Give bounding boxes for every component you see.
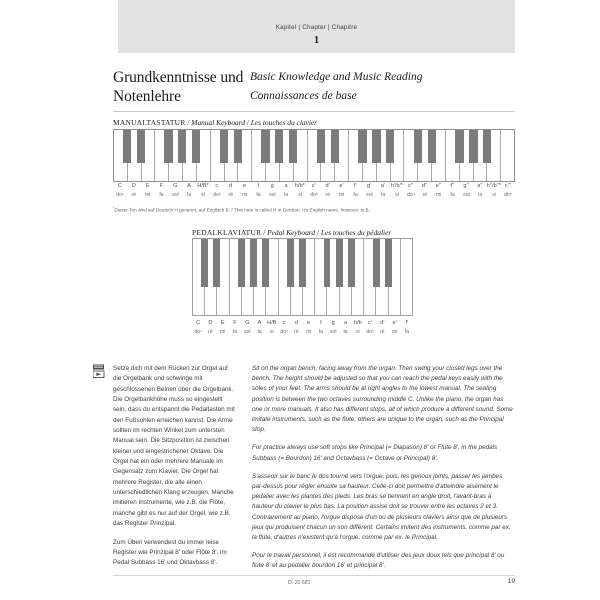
- white-key: [142, 130, 156, 181]
- note-label: D: [131, 183, 136, 189]
- white-key: [238, 130, 252, 181]
- manual-caption-french: Les touches du clavier: [250, 118, 318, 127]
- note-label: do¹: [194, 329, 202, 335]
- note-label: la: [478, 192, 483, 198]
- note-label: c''': [504, 183, 511, 189]
- note-label: c': [311, 183, 316, 189]
- white-key: [197, 130, 211, 181]
- note-label: g: [270, 183, 274, 189]
- white-key: [252, 130, 266, 181]
- note-label: e: [242, 183, 247, 189]
- note-label: do³: [310, 192, 318, 198]
- note-label: si: [269, 329, 274, 335]
- note-label: fa: [404, 329, 410, 335]
- white-key: [327, 239, 339, 315]
- note-label: la: [257, 329, 262, 335]
- note-label: d'': [421, 183, 428, 189]
- note-label: mi: [436, 192, 442, 198]
- note-label: la: [284, 192, 289, 198]
- note-label: f'': [450, 183, 455, 189]
- french-paragraph-1: S'asseoir sur le banc le dos tourné vers l'orgue, puis, les genoux joints, passer les jambes par-dessus pour régler ensuite sa hauteur. Celle-ci doit permettre d'atteindre aisément le pédalier avec les plantes des pieds. Les bras se tiennent en angle droit, l'avant-bras à hauteur du clavier le plus bas. La position assise doit se trouver entre les octaves 2 et 3. Contrairement au piano, l'orgue dispose d'un ou de plusieurs claviers ainsi que de plusieurs jeux qui produisent chacun un son différent. Certains imitent des instruments, comme par ex. la flûte, d'autres n'existent qu'à l'orgue, comme par ex. le Principal.: [252, 472, 511, 542]
- page-title-german: Grundkenntnisse und Notenlehre: [113, 69, 244, 105]
- note-label: ré: [228, 192, 234, 198]
- note-label: c'': [408, 183, 414, 189]
- note-label: d: [229, 183, 233, 189]
- german-paragraph-2: Zum Üben verwendest du immer leise Register wie Prinzipal 8' oder Flöte 8', im Pedal Subbass 16' und Oktavbass 8'.: [113, 538, 227, 567]
- note-label: F: [159, 183, 164, 189]
- note-label: a'': [477, 183, 483, 189]
- manual-keyboard-caption: [113, 118, 317, 127]
- note-label: e: [307, 320, 311, 326]
- note-label: d: [294, 320, 298, 326]
- page-title-french: Connaissances de base: [250, 90, 357, 102]
- white-key: [377, 130, 391, 181]
- note-label: H/B*: [197, 183, 209, 189]
- note-label: sol: [269, 192, 276, 198]
- manual-keyboard-footnote: [113, 206, 370, 213]
- note-label: c': [368, 320, 373, 326]
- footnote-marker: *: [113, 206, 115, 210]
- white-key: [266, 239, 278, 315]
- note-label: do³: [366, 329, 374, 335]
- note-label: sol: [463, 192, 470, 198]
- note-label: la: [187, 192, 192, 198]
- footer-divider: [113, 575, 515, 576]
- white-key: [376, 239, 388, 315]
- white-key: [128, 130, 142, 181]
- note-label: H/B: [267, 320, 277, 326]
- note-label: mi: [144, 192, 151, 198]
- manual-caption-english: Manual Keyboard: [191, 118, 246, 127]
- note-label: C: [196, 320, 201, 326]
- white-key: [280, 130, 294, 181]
- note-label: a: [343, 320, 348, 326]
- white-key: [389, 239, 401, 315]
- white-key: [303, 239, 315, 315]
- white-key: [487, 130, 501, 181]
- manual-key-letter-labels: [113, 183, 515, 189]
- pedal-keyboard-caption: [192, 228, 391, 237]
- caption-sep-4: /: [315, 228, 321, 237]
- page-title-english: Basic Knowledge and Music Reading: [250, 71, 423, 83]
- note-label: ré: [131, 192, 137, 198]
- title-divider: [113, 111, 515, 112]
- note-label: g: [331, 320, 335, 326]
- white-key: [279, 239, 291, 315]
- note-label: fa: [256, 192, 261, 198]
- note-label: si: [492, 192, 496, 198]
- chapter-band: [118, 0, 515, 53]
- white-key: [404, 130, 418, 181]
- white-key: [432, 130, 446, 181]
- note-label: do²: [280, 329, 288, 335]
- note-label: mi: [391, 329, 398, 335]
- note-label: E: [220, 320, 225, 326]
- note-label: fa: [450, 192, 455, 198]
- note-label: mi: [220, 329, 226, 335]
- note-label: do⁵: [504, 192, 512, 198]
- caption-sep-1: /: [185, 118, 192, 127]
- white-key: [446, 130, 460, 181]
- white-key: [230, 239, 242, 315]
- white-key: [294, 130, 308, 181]
- white-key: [169, 130, 183, 181]
- note-label: h/b*: [294, 183, 305, 189]
- note-label: a': [380, 183, 386, 189]
- white-key: [391, 130, 405, 181]
- note-label: mi: [338, 192, 345, 198]
- manual-caption-german: MANUALTASTATUR: [113, 118, 186, 127]
- note-label: g'': [463, 183, 469, 189]
- note-label: ré: [422, 192, 428, 198]
- white-key: [363, 130, 377, 181]
- note-label: e'': [435, 183, 441, 189]
- note-label: e': [392, 320, 397, 326]
- body-text-german: [113, 364, 237, 577]
- caption-sep-2: /: [245, 118, 251, 127]
- pedal-keyboard-diagram: [192, 238, 413, 316]
- white-key: [352, 239, 364, 315]
- white-key: [291, 239, 303, 315]
- note-label: C: [117, 183, 122, 189]
- white-key: [183, 130, 197, 181]
- note-label: G: [173, 183, 178, 189]
- note-label: mi: [241, 192, 248, 198]
- footnote-text: Dieser Ton wird auf Deutsch H genannt, auf Englisch B. / This note is called H in German. It's English name, however, is B.: [114, 207, 370, 213]
- note-label: G: [245, 320, 250, 326]
- note-label: ré: [208, 329, 213, 335]
- note-label: fa: [159, 192, 164, 198]
- note-label: g': [367, 183, 372, 189]
- note-label: D: [208, 320, 213, 326]
- note-label: fa: [318, 329, 324, 335]
- note-label: do¹: [116, 192, 124, 198]
- plate-number: D. 20 681: [288, 580, 311, 586]
- note-label: f': [353, 183, 357, 189]
- white-key: [114, 130, 128, 181]
- white-key: [418, 130, 432, 181]
- note-label: f': [405, 320, 409, 326]
- caption-sep-3: /: [261, 228, 268, 237]
- pedal-key-letter-labels: [192, 320, 413, 326]
- note-label: la: [381, 192, 386, 198]
- pedal-key-solfege-labels: [192, 329, 413, 335]
- note-label: do²: [213, 192, 221, 198]
- page-number: 19: [507, 578, 515, 585]
- note-label: a: [284, 183, 288, 189]
- note-label: ré: [294, 329, 299, 335]
- body-text-translations: [252, 364, 514, 580]
- note-label: la: [343, 329, 348, 335]
- white-key: [193, 239, 205, 315]
- note-label: A: [257, 320, 262, 326]
- white-key: [321, 130, 335, 181]
- white-key: [349, 130, 363, 181]
- pedal-caption-german: PEDALKLAVIATUR: [192, 228, 262, 237]
- note-label: si: [298, 192, 302, 198]
- page-title-translations: [250, 68, 422, 106]
- note-label: A: [187, 183, 191, 189]
- manual-keyboard-diagram: [113, 129, 515, 182]
- note-label: sol: [329, 329, 337, 335]
- white-key: [340, 239, 352, 315]
- note-label: sol: [172, 192, 179, 198]
- chapter-kicker: Kapitel | Chapter | Chapitre: [275, 24, 358, 31]
- white-key: [460, 130, 474, 181]
- white-key: [266, 130, 280, 181]
- english-paragraph-1: Sit on the organ bench, facing away from the organ. Then swing your closed legs over the bench. The height should be adjusted so that you can reach the pedal keys easily with the soles of your feet. The arms should be at right angles to the lowest manual. The seating position is between the two octaves surrounding middle C. Unlike the piano, the organ has one or more manuals. It also has different stops, all of which produce a different sound. Some imitate instruments, such as the flute, others are unique to the organ, such as the Principal stop.: [252, 365, 513, 434]
- white-key: [401, 239, 412, 315]
- note-label: fa: [232, 329, 238, 335]
- note-label: c: [215, 183, 219, 189]
- manual-key-solfege-labels: [113, 192, 515, 198]
- white-key: [155, 130, 169, 181]
- audio-video-play-icon: [93, 364, 108, 381]
- white-key: [211, 130, 225, 181]
- white-key: [205, 239, 217, 315]
- note-label: h'/b'*: [390, 183, 403, 189]
- white-key: [364, 239, 376, 315]
- german-paragraph-1: Setze dich mit dem Rücken zur Orgel auf die Orgelbank und schwinge mit geschlossenen Beinen über die Orgelbank. Die Orgelbankhöhe muss so eingestellt sein, dass du entspannt die Pedaltasten mit den Fußsohlen erreichen kannst. Die Arme sollten im rechten Winkel zum untersten Manual sein. Die Sitzposition ist zwischen kleiner und eingestrichener Oktave. Die Orgel hat ein oder mehrere Manuale im Gegensatz zum Klavier. Die Orgel hat mehrere Register, die alle einen unterschiedlichen Klang erzeugen. Manche imitieren Instrumente, wie z.B. die Flöte, manche gibt es nur auf der Orgel, wie z.B. das Register Prinzipal.: [113, 365, 235, 528]
- pedal-white-keys: [192, 238, 413, 316]
- note-label: si: [355, 329, 360, 335]
- note-label: e': [339, 183, 344, 189]
- white-key: [242, 239, 254, 315]
- note-label: F: [233, 320, 237, 326]
- note-label: sol: [366, 192, 373, 198]
- manual-white-keys: [113, 129, 515, 182]
- note-label: h''/b''*: [486, 183, 502, 189]
- white-key: [315, 239, 327, 315]
- note-label: ré: [325, 192, 331, 198]
- white-key: [335, 130, 349, 181]
- note-label: f: [320, 320, 322, 326]
- white-key: [474, 130, 488, 181]
- note-label: d': [380, 320, 385, 326]
- note-label: d': [325, 183, 330, 189]
- note-label: fa: [353, 192, 358, 198]
- note-label: h/b: [353, 320, 362, 326]
- chapter-number: 1: [314, 35, 319, 46]
- note-label: f: [257, 183, 260, 189]
- page-title: [113, 68, 513, 106]
- pedal-caption-english: Pedal Keyboard: [267, 228, 316, 237]
- white-key: [217, 239, 229, 315]
- note-label: si: [201, 192, 205, 198]
- white-key: [501, 130, 514, 181]
- note-label: mi: [305, 329, 312, 335]
- white-key: [225, 130, 239, 181]
- note-label: do⁴: [407, 192, 415, 198]
- note-label: c: [282, 320, 286, 326]
- french-paragraph-2: Pour le travail personnel, il est recommandé d'utiliser des jeux doux tels que principal 8' ou flûte 8' et au pédalier bourdon 16' et principal 8'.: [252, 552, 505, 570]
- note-label: E: [145, 183, 150, 189]
- white-key: [254, 239, 266, 315]
- white-key: [308, 130, 322, 181]
- english-paragraph-2: For practice always use soft stops like Principal (= Diapason) 8' or Flute 8', in the pedals Subbass (= Bourdon) 16' and Octavbass (= Octave or Principal) 8'.: [252, 444, 498, 462]
- note-label: sol: [244, 329, 251, 335]
- note-label: si: [395, 192, 399, 198]
- note-label: ré: [380, 329, 385, 335]
- pedal-caption-french: Les touches du pédalier: [320, 228, 392, 237]
